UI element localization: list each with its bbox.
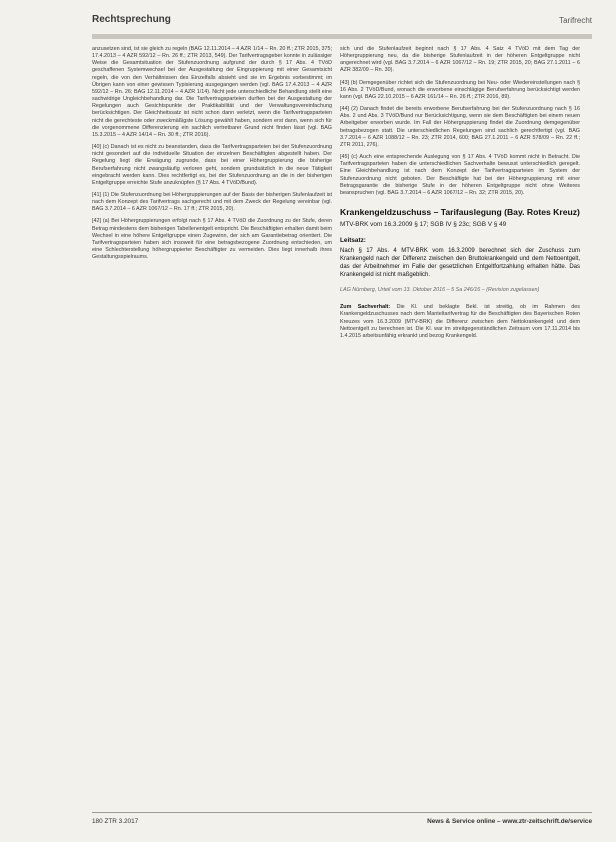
right-column — [340, 46, 580, 345]
paragraph: [42] (a) Bei Höhergruppierungen erfolgt nach § 17 Abs. 4 TVöD die Zuordnung zu der Stufe, deren Betrag mindestens dem bisherigen Tabellenentgelt entspricht. Die Beschäftigten erhalten damit beim Wechsel in eine höhere Entgeltgruppe einen Zugewinn, der sich am Garantiebetrag orientiert. Die Tarifvertragsparteien haben sich insoweit für eine betragsbezogene Zuordnung entschieden, um eine Schlechterstellung höhergruppierter Beschäftigter zu vermeiden. Dies liegt innerhalb ihres Gestaltungsspielraums. — [92, 218, 332, 261]
court-citation: LAG Nürnberg, Urteil vom 13. Oktober 2016 – 5 Sa 246/16 – (Revision zugelassen) — [340, 287, 540, 294]
leitsatz-text: Nach § 17 Abs. 4 MTV-BRK vom 16.3.2009 berechnet sich der Zuschuss zum Krankengeld nach der Differenz zwischen den Bruttokrankengeld und dem Nettoentgelt, das der Arbeitnehmer im Falle der gesetzlichen Entgeltfortzahlung erhalten hätte. Das Krankengeld ist nicht maßgeblich. — [340, 248, 580, 279]
category-label: Tarifrecht — [559, 16, 592, 25]
paragraph: anzusetzen sind, ist sie gleich zu regeln (BAG 12.11.2014 – 4 AZR 1/14 – Rn. 20 ff.; ZTR 2015, 375; 17.4.2013 – 4 AZR 592/12 – Rn. 26 ff.; ZTR 2013, 549). Der Tarifvertragsgeber konnte in zulässiger Weise die Gesamtsituation der Stufenzuordnung aufgrund der durch § 17 Abs. 4 TVöD geschaffenen Systemwechsel bei der Ausgestaltung der Eingruppierung mit einer Gesamtsicht regeln, die von den Verhältnissen des Einzelfalls absieht und sie im Ergebnis vorbestimmt; im Übrigen kann von einer gewissen Typisierung ausgegangen werden (vgl. BAG 17.4.2013 – 4 AZR 592/12 – Rn. 26; BAG 12.11.2014 – 4 AZR 1/14). Nicht jede unterschiedliche Behandlung stellt eine sachwidrige Ungleichbehandlung dar. Die Tarifvertragsparteien durften bei der Ausgestaltung der Regelungen auch Gesichtspunkte der Praktikabilität und der Verwaltungsvereinfachung berücksichtigen. Der Gleichheitssatz ist nicht schon dann verletzt, wenn die Tarifvertragsparteien nicht die gerechteste oder zweckmäßigste Lösung gewählt haben, sondern erst dann, wenn sich für die vorgenommene Differenzierung ein sachlich vertretbarer Grund nicht finden lässt (vgl. BAG 15.3.2015 – 4 AZR 14/14 – Rn. 30 ff.; ZTR 2016). — [92, 46, 332, 138]
page-number: 180 ZTR 3.2017 — [92, 818, 139, 825]
section-heading: Rechtsprechung — [92, 14, 171, 25]
paragraph: sich und die Stufenlaufzeit beginnt nach § 17 Abs. 4 Satz 4 TVöD mit dem Tag der Höhergruppierung neu, da die bisherige Stufenlaufzeit in der höheren Entgeltgruppe nicht angerechnet wird (vgl. BAG 3.7.2014 – 6 AZR 1067/12 – Rn. 19; ZTR 2015, 20; BAG 27.1.2011 – 6 AZR 382/09 – Rn. 30). — [340, 46, 580, 74]
legal-references: MTV-BRK vom 16.3.2009 § 17; SGB IV § 23c; SGB V § 49 — [340, 220, 507, 228]
sachverhalt-text: Die Kl. und beklagte Bekl. ist streitig, ob im Rahmen des Krankengeldzuschusses nach dem Manteltarifvertrag für die Beschäftigten des Bayerischen Roten Kreuzes vom 16.3.2009 (MTV-BRK) die Differenz zwischen dem Nettokrankengeld und dem Nettoentgelt zu berechnen ist. Die Kl. war im streitgegenständlichen Zeitraum vom 17.11.2014 bis 1.4.2015 arbeitsunfähig erkrankt und bezog Krankengeld. — [340, 304, 581, 339]
sachverhalt-heading: Zum Sachverhalt: — [340, 304, 391, 311]
paragraph: [44] (2) Danach findet die bereits erworbene Berufserfahrung bei der Stufenzuordnung nach § 16 Abs. 2 und Abs. 3 TVöD/Bund nur Berücksichtigung, wenn sie dem Beschäftigten bei einem neuen Arbeitgeber erworben wurde. Im Fall der Höhergruppierung findet die Zuordnung demgegenüber betragsbezogen statt. Die unterschiedlichen Regelungen sind sachlich gerechtfertigt (vgl. BAG 3.7.2014 – 6 AZR 1088/12 – Rn. 23; ZTR 2014, 600; BAG 27.1.2011 – 6 AZR 578/09 – Rn. 22 ff.; ZTR 2011, 276). — [340, 106, 580, 148]
header-rule — [92, 34, 592, 39]
sachverhalt-paragraph — [340, 304, 580, 340]
paragraph: [40] (c) Danach ist es nicht zu beanstanden, dass die Tarifvertragsparteien bei der Stufenzuordnung nicht gesondert auf die individuelle Situation der einzelnen Beschäftigten abgestellt haben. Der Regelung liegt die Erwägung zugrunde, dass bei einer Höhergruppierung die bisherige Berufserfahrung nicht zwangsläufig verloren geht, sondern grundsätzlich in die neue Tätigkeit eingebracht werden kann. Dies rechtfertigt es, bei der Stufenzuordnung an die in der bisherigen Entgeltgruppe erreichte Stufe anzuknüpfen (§ 17 Abs. 4 TVöD/Bund). — [92, 144, 332, 186]
left-column — [92, 46, 332, 266]
service-link[interactable]: News & Service online – www.ztr-zeitschrift.de/service — [427, 818, 592, 825]
paragraph: [43] (b) Demgegenüber richtet sich die Stufenzuordnung bei Neu- oder Wiedereinstellungen nach § 16 Abs. 2 TVöD/Bund, wonach die erworbene einschlägige Berufserfahrung berücksichtigt werden kann (vgl. BAG 22.10.2015 – 6 AZR 161/14 – Rn. 26 ff.; ZTR 2016, 89). — [340, 79, 580, 100]
paragraph: [45] (c) Auch eine entsprechende Auslegung von § 17 Abs. 4 TVöD kommt nicht in Betracht. Die Tarifvertragsparteien haben die unterschiedlichen Sachverhalte bewusst unterschiedlich geregelt. Eine Gleichbehandlung ist nach dem Konzept der Tarifvertragsparteien im System der Stufenzuordnung nicht geboten. Der Beschäftigte hat bei der Höhergruppierung mit einer Betragsgarantie die bisherige Stufe in der höheren Entgeltgruppe nicht ohne Weiteres beanspruchen (vgl. BAG 3.7.2014 – 6 AZR 1067/12 – Rn. 32; ZTR 2015, 20). — [340, 154, 580, 196]
leitsatz-heading: Leitsatz: — [340, 236, 366, 244]
footer-rule — [92, 812, 592, 813]
article-title: Krankengeldzuschuss – Tarifauslegung (Bay. Rotes Kreuz) — [340, 206, 580, 217]
paragraph: [41] (1) Die Stufenzuordnung bei Höhergruppierungen auf der Basis der bisherigen Stufenlaufzeit ist nach dem Konzept des Tarifvertrags sachgerecht und mit dem Zweck der Regelung vereinbar (vgl. BAG 3.7.2014 – 6 AZR 1067/12 – Rn. 17 ff.; ZTR 2015, 20). — [92, 191, 332, 213]
